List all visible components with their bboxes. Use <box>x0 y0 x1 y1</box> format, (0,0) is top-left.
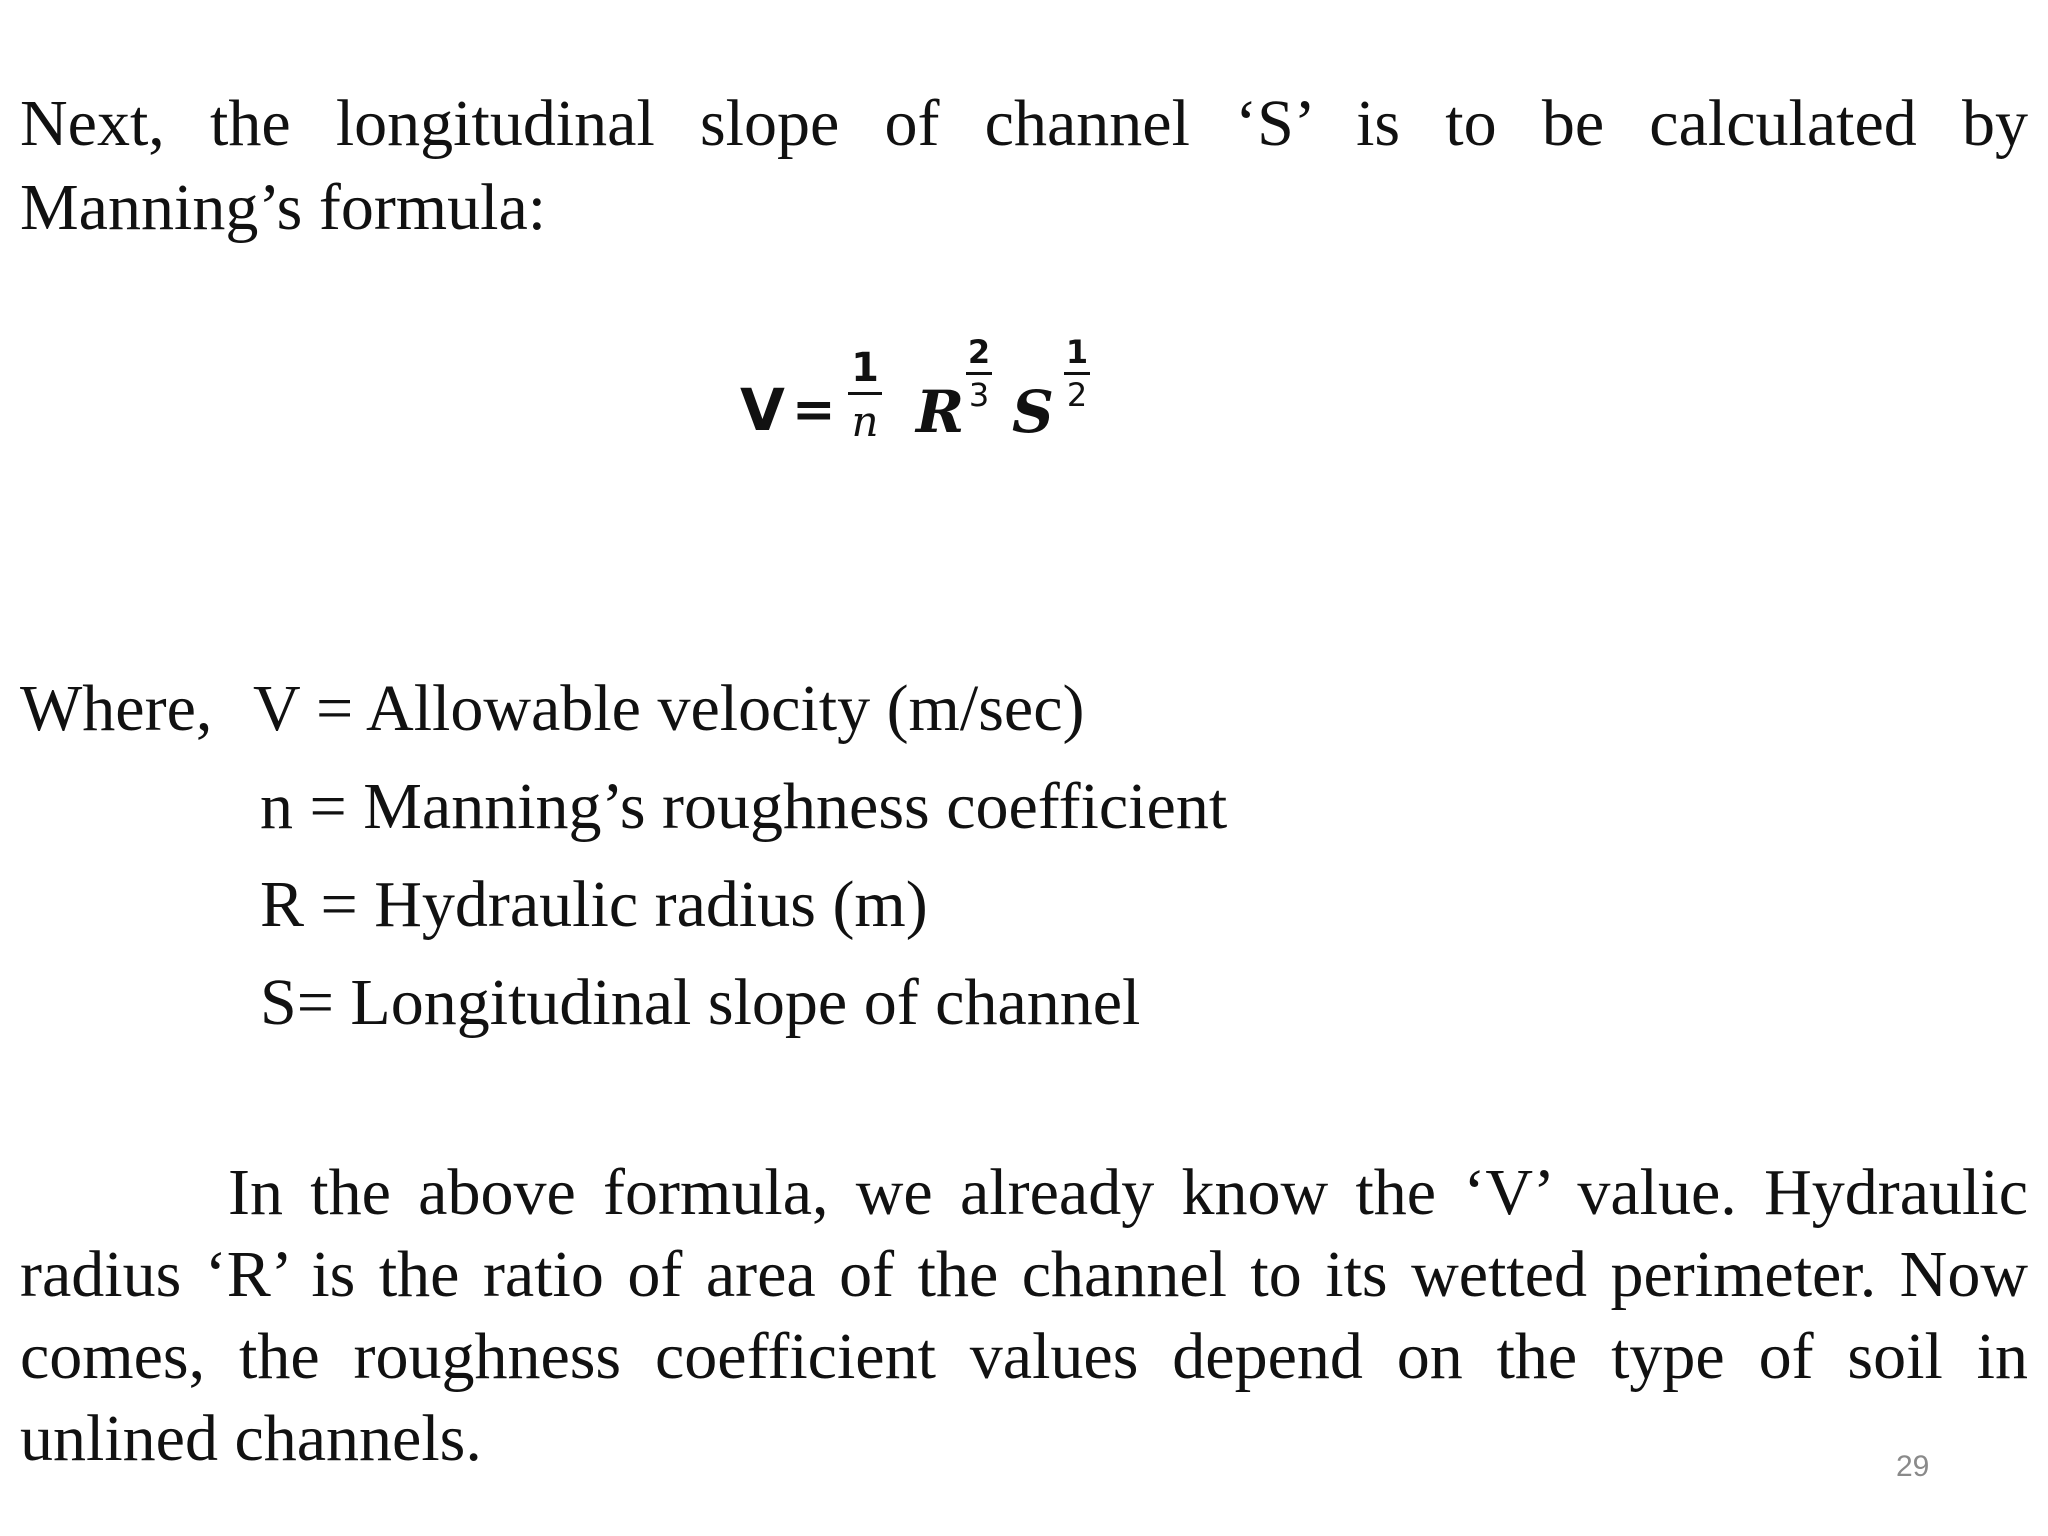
formula-velocity-symbol: V <box>740 376 785 444</box>
formula-radius-symbol: R <box>916 378 965 446</box>
fraction-bar <box>1064 372 1090 375</box>
formula-coefficient-fraction <box>848 345 882 446</box>
intro-line-1: Next, the longitudinal slope of channel ‘S’ is to be calculated by <box>20 87 2028 160</box>
coefficient-numerator: 1 <box>851 345 879 391</box>
formula-equals-sign: = <box>792 380 836 440</box>
paragraph-line: comes, the roughness coefficient values depend on the type of soil in <box>20 1320 2028 1393</box>
definition-velocity: V = Allowable velocity (m/sec) <box>253 672 1085 745</box>
manning-formula <box>730 330 1150 500</box>
coefficient-denominator: n <box>851 397 879 446</box>
radius-exponent-numerator: 2 <box>967 333 991 371</box>
slope-exponent-numerator: 1 <box>1065 333 1089 371</box>
definition-hydraulic-radius: R = Hydraulic radius (m) <box>260 868 928 941</box>
paragraph-line: unlined channels. <box>20 1402 482 1475</box>
slope-exponent-denominator: 2 <box>1066 376 1088 414</box>
intro-line-2: Manning’s formula: <box>20 171 547 244</box>
radius-exponent-denominator: 3 <box>968 376 990 414</box>
definition-roughness: n = Manning’s roughness coefficient <box>260 770 1228 843</box>
paragraph-line: radius ‘R’ is the ratio of area of the channel to its wetted perimeter. Now <box>20 1238 2028 1311</box>
radius-exponent-fraction <box>966 333 992 414</box>
fraction-bar <box>848 392 882 395</box>
paragraph-line: In the above formula, we already know the ‘V’ value. Hydraulic <box>228 1156 2028 1229</box>
page-number: 29 <box>1896 1450 1930 1483</box>
slope-exponent-fraction <box>1064 333 1090 414</box>
intro-text <box>20 82 2028 250</box>
fraction-bar <box>966 372 992 375</box>
explanation-paragraph <box>20 1152 2028 1480</box>
formula-slope-symbol: S <box>1012 378 1054 446</box>
definition-slope: S= Longitudinal slope of channel <box>260 966 1141 1039</box>
where-label: Where, <box>20 672 213 745</box>
